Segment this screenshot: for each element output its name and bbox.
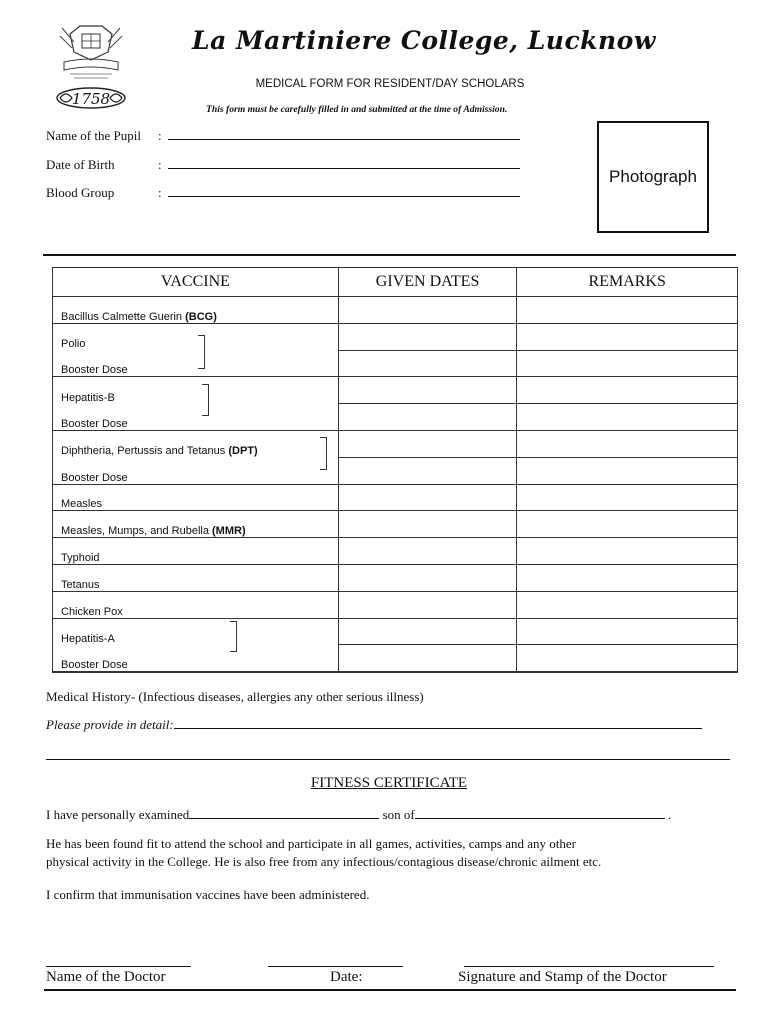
remarks-cell[interactable]	[517, 430, 738, 457]
table-row	[53, 564, 738, 591]
field-label: Date of Birth	[46, 157, 115, 172]
field-pupil-name[interactable]: Name of the Pupil :	[46, 128, 520, 144]
form-title: MEDICAL FORM FOR RESIDENT/DAY SCHOLARS	[255, 78, 525, 90]
vaccine-name: Hepatitis-A	[53, 618, 339, 645]
remarks-cell[interactable]	[517, 591, 738, 618]
remarks-cell[interactable]	[517, 350, 738, 377]
given-date-cell[interactable]	[338, 538, 517, 565]
table-row	[53, 591, 738, 618]
header-vaccine: VACCINE	[53, 268, 339, 297]
vaccine-name: Booster Dose	[53, 457, 339, 484]
vaccine-name: Tetanus	[53, 564, 339, 591]
table-row	[53, 645, 738, 672]
table-row	[53, 618, 738, 645]
given-date-cell[interactable]	[338, 323, 517, 350]
dob-line[interactable]	[168, 158, 520, 169]
vaccine-name: Bacillus Calmette Guerin (BCG)	[53, 297, 339, 324]
medical-history-prompt: Please provide in detail:	[46, 717, 174, 732]
given-date-cell[interactable]	[338, 511, 517, 538]
admission-instruction: This form must be carefully filled in and submitted at the time of Admission.	[206, 104, 508, 115]
college-crest-logo	[50, 22, 132, 114]
examined-row: I have personally examined son of .	[46, 807, 672, 822]
vaccine-name: Diphtheria, Pertussis and Tetanus (DPT)	[53, 430, 339, 457]
blood-group-line[interactable]	[168, 186, 520, 197]
table-row	[53, 377, 738, 404]
remarks-cell[interactable]	[517, 457, 738, 484]
date-line[interactable]	[268, 966, 403, 967]
given-date-cell[interactable]	[338, 591, 517, 618]
given-date-cell[interactable]	[338, 350, 517, 377]
given-date-cell[interactable]	[338, 377, 517, 404]
remarks-cell[interactable]	[517, 484, 738, 511]
table-row	[53, 430, 738, 457]
fitness-statement-line-2: physical activity in the College. He is also free from any infectious/contagious disease/chronic ailment etc.	[46, 854, 602, 869]
immunisation-confirmation: I confirm that immunisation vaccines have been administered.	[46, 887, 370, 902]
table-row	[53, 538, 738, 565]
section-divider	[43, 254, 736, 256]
given-date-cell[interactable]	[338, 484, 517, 511]
remarks-cell[interactable]	[517, 618, 738, 645]
given-date-cell[interactable]	[338, 564, 517, 591]
remarks-cell[interactable]	[517, 564, 738, 591]
vaccine-name: Polio	[53, 323, 339, 350]
remarks-cell[interactable]	[517, 538, 738, 565]
table-row	[53, 484, 738, 511]
given-date-cell[interactable]	[338, 297, 517, 324]
medical-history-prompt-row[interactable]	[46, 717, 702, 733]
doctor-name-line[interactable]	[46, 966, 191, 967]
parent-name-line[interactable]	[415, 808, 665, 819]
vaccine-name: Hepatitis-B	[53, 377, 339, 404]
given-date-cell[interactable]	[338, 618, 517, 645]
bottom-rule	[44, 989, 736, 991]
remarks-cell[interactable]	[517, 511, 738, 538]
signature-line[interactable]	[464, 966, 714, 967]
dpt-group-brace	[320, 437, 327, 470]
signature-label: Signature and Stamp of the Doctor	[458, 969, 667, 985]
remarks-cell[interactable]	[517, 404, 738, 431]
field-date-of-birth[interactable]: Date of Birth :	[46, 157, 520, 173]
field-label: Name of the Pupil	[46, 128, 141, 143]
remarks-cell[interactable]	[517, 645, 738, 672]
medical-history-line-2[interactable]	[46, 759, 730, 760]
table-row	[53, 511, 738, 538]
vaccine-name: Typhoid	[53, 538, 339, 565]
table-header-row	[53, 268, 738, 297]
fitness-certificate-title-row	[0, 775, 770, 792]
header-given-dates: GIVEN DATES	[338, 268, 517, 297]
photograph-box[interactable]	[597, 121, 709, 233]
college-name: La Martiniere College, Lucknow	[192, 26, 656, 55]
vaccine-name: Measles, Mumps, and Rubella (MMR)	[53, 511, 339, 538]
doctor-name-label: Name of the Doctor	[46, 969, 166, 985]
table-row	[53, 323, 738, 350]
pupil-name-line[interactable]	[168, 129, 520, 140]
vaccine-name: Booster Dose	[53, 404, 339, 431]
fitness-certificate-title: FITNESS CERTIFICATE	[310, 775, 468, 791]
vaccine-name: Booster Dose	[53, 645, 339, 672]
table-row	[53, 404, 738, 431]
date-label: Date:	[330, 969, 363, 985]
field-label: Blood Group	[46, 185, 115, 200]
field-blood-group[interactable]: Blood Group :	[46, 185, 520, 201]
pupil-examined-line[interactable]	[189, 808, 379, 819]
table-row	[53, 297, 738, 324]
polio-group-brace	[198, 335, 205, 369]
given-date-cell[interactable]	[338, 430, 517, 457]
hepatitis-a-group-brace	[230, 621, 237, 652]
table-row	[53, 350, 738, 377]
medical-history-line[interactable]	[174, 718, 702, 729]
remarks-cell[interactable]	[517, 377, 738, 404]
medical-history-title: Medical History- (Infectious diseases, allergies any other serious illness)	[46, 689, 424, 704]
remarks-cell[interactable]	[517, 323, 738, 350]
svg-text:1758: 1758	[71, 90, 111, 108]
vaccine-name: Booster Dose	[53, 350, 339, 377]
given-date-cell[interactable]	[338, 404, 517, 431]
photograph-label: Photograph	[609, 167, 697, 186]
vaccine-name: Measles	[53, 484, 339, 511]
hepatitis-b-group-brace	[202, 384, 209, 416]
given-date-cell[interactable]	[338, 645, 517, 672]
vaccine-name: Chicken Pox	[53, 591, 339, 618]
vaccine-table	[52, 267, 738, 673]
header-remarks: REMARKS	[517, 268, 738, 297]
given-date-cell[interactable]	[338, 457, 517, 484]
fitness-statement-line-1: He has been found fit to attend the school and participate in all games, activities, camps and any other	[46, 836, 576, 851]
table-row	[53, 457, 738, 484]
remarks-cell[interactable]	[517, 297, 738, 324]
